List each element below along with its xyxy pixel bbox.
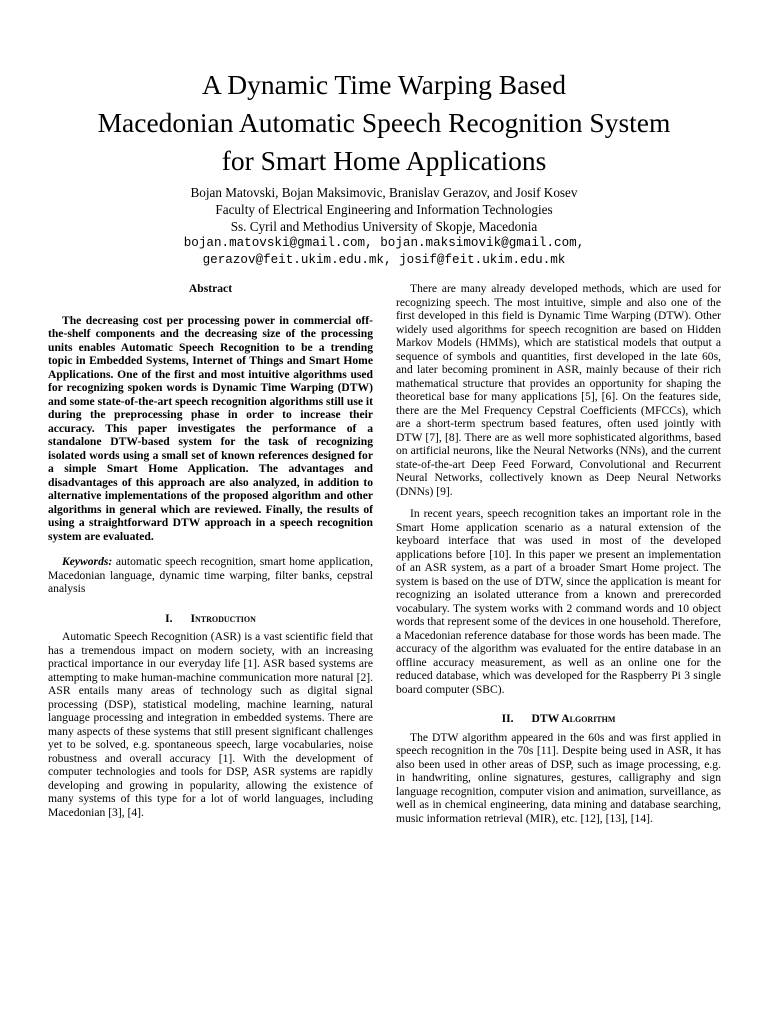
right-column	[396, 282, 721, 825]
title-line-1: A Dynamic Time Warping Based	[202, 69, 566, 100]
author-emails-line-1: bojan.matovski@gmail.com, bojan.maksimovik@gmail.com,	[183, 236, 585, 250]
introduction-paragraph-2: There are many already developed methods, which are used for recognizing speech. The most intuitive, simple and also one of the first developed in this field is Dynamic Time Warping (DTW). Other widely used algorithms for speech recognition are based on Hidden Markov Models (HMMs), which are statistical models that output a sequence of symbols and quantities, first developed in the late 60s, and later becoming prominent in ASR, mainly because of their rich mathematical structure that provides an opportunity for shaping the theoretical base for many applications [5], [6]. On the features side, there are the Mel Frequency Cepstral Coefficients (MFCCs), which are a short-term spectrum based features, often used jointly with DTW [7], [8]. There are as well more sophisticated algorithms, based on artificial neurons, like the Neural Networks (NNs), and the current state-of-the-art Deep Feed Forward, Convolutional and Recurrent Neural Networks, collectively known as Deep Neural Networks (DNNs) [9].	[396, 282, 721, 498]
section-title: DTW Algorithm	[531, 712, 616, 725]
keywords-text: automatic speech recognition, smart home application, Macedonian language, dynamic time warping, filter banks, cepstral analysis	[48, 555, 374, 595]
introduction-paragraph-3: In recent years, speech recognition takes an important role in the Smart Home application scenario as a natural extension of the keyboard interface that was used in most of the developed applications before [10]. In this paper we present an implementation of an ASR system, as a part of a broader Smart Home project. The system is based on the use of DTW, since the application is meant for recognizing an isolated utterance from a known and prerecorded vocabulary. The system works with 2 command words and 10 object words that represent some of the devices in one household. Therefore, a Macedonian reference database for those words has been made. The accuracy of the algorithm was evaluated for the entire database in an offline accuracy measurement, as well as an online one for the reduced database, which was developed for the Raspberry Pi 3 single board computer (SBC).	[396, 507, 721, 696]
introduction-paragraph-1: Automatic Speech Recognition (ASR) is a vast scientific field that has a tremendous impact on modern society, with an increasing practical importance in our everyday life [1]. ASR based systems are attempting to make human-machine communication more natural [2]. ASR entails many areas of technology such as digital signal processing (DSP), statistical modeling, machine learning, natural language processing and integration in embedded systems. There are many aspects of these systems that still present significant challenges yet to be solved, e.g. spontaneous speech, large vocabularies, noise robustness and overall accuracy [1]. With the development of computer technologies and tools for DSP, ASR systems are rapidly developing and growing in popularity, allowing the existence of many systems of this type for a lot of world languages, including Macedonian [3], [4].	[48, 630, 373, 819]
abstract-heading: Abstract	[188, 282, 233, 295]
paper-title	[40, 66, 728, 180]
section-number: I.	[165, 611, 173, 625]
affiliation-university: Ss. Cyril and Methodius University of Skopje, Macedonia	[230, 219, 538, 234]
dtw-paragraph-1: The DTW algorithm appeared in the 60s and was first applied in speech recognition in the 70s [11]. Despite being used in ASR, it has also been used in other areas of DSP, such as image processing, e.g. in handwriting, online signatures, gestures, calligraphy and sign language recognition, computer vision and animation, surveillance, as well as in chemical engineering, data mining and database searching, music information retrieval (MIR), etc. [12], [13], [14].	[396, 730, 721, 825]
author-block	[40, 184, 728, 269]
section-heading-dtw	[396, 712, 721, 726]
abstract-text: The decreasing cost per processing power in commercial off-the-shelf components and the decreasing size of the processing units enables Automatic Speech Recognition to be a trending topic in Embedded Systems, Internet of Things and Smart Home Applications. One of the first and most intuitive algorithms used for recognizing spoken words is Dynamic Time Warping (DTW) and some state-of-the-art speech recognition algorithms still use it during the preprocessing phase in order to increase their accuracy. This paper investigates the performance of a standalone DTW-based system for the task of recognizing isolated words using a small set of known references designed for a simple Smart Home Application. The advantages and disadvantages of this approach are also analyzed, in addition to alternative implementations of the proposed algorithm and other algorithms in general which are reviewed. Finally, the results of using a straightforward DTW approach in a speech recognition system are evaluated.	[48, 313, 374, 543]
title-line-3: for Smart Home Applications	[221, 145, 547, 176]
left-column	[48, 282, 373, 819]
keywords	[48, 555, 373, 596]
title-line-2: Macedonian Automatic Speech Recognition System	[97, 107, 671, 138]
keywords-label: Keywords:	[62, 555, 113, 568]
section-number: II.	[501, 712, 514, 725]
author-emails-line-2: gerazov@feit.ukim.edu.mk, josif@feit.ukim.edu.mk	[202, 253, 566, 267]
author-names: Bojan Matovski, Bojan Maksimovic, Branislav Gerazov, and Josif Kosev	[190, 185, 578, 200]
affiliation-faculty: Faculty of Electrical Engineering and Information Technologies	[215, 202, 553, 217]
section-heading-introduction	[48, 612, 373, 626]
section-title: Introduction	[190, 611, 256, 625]
